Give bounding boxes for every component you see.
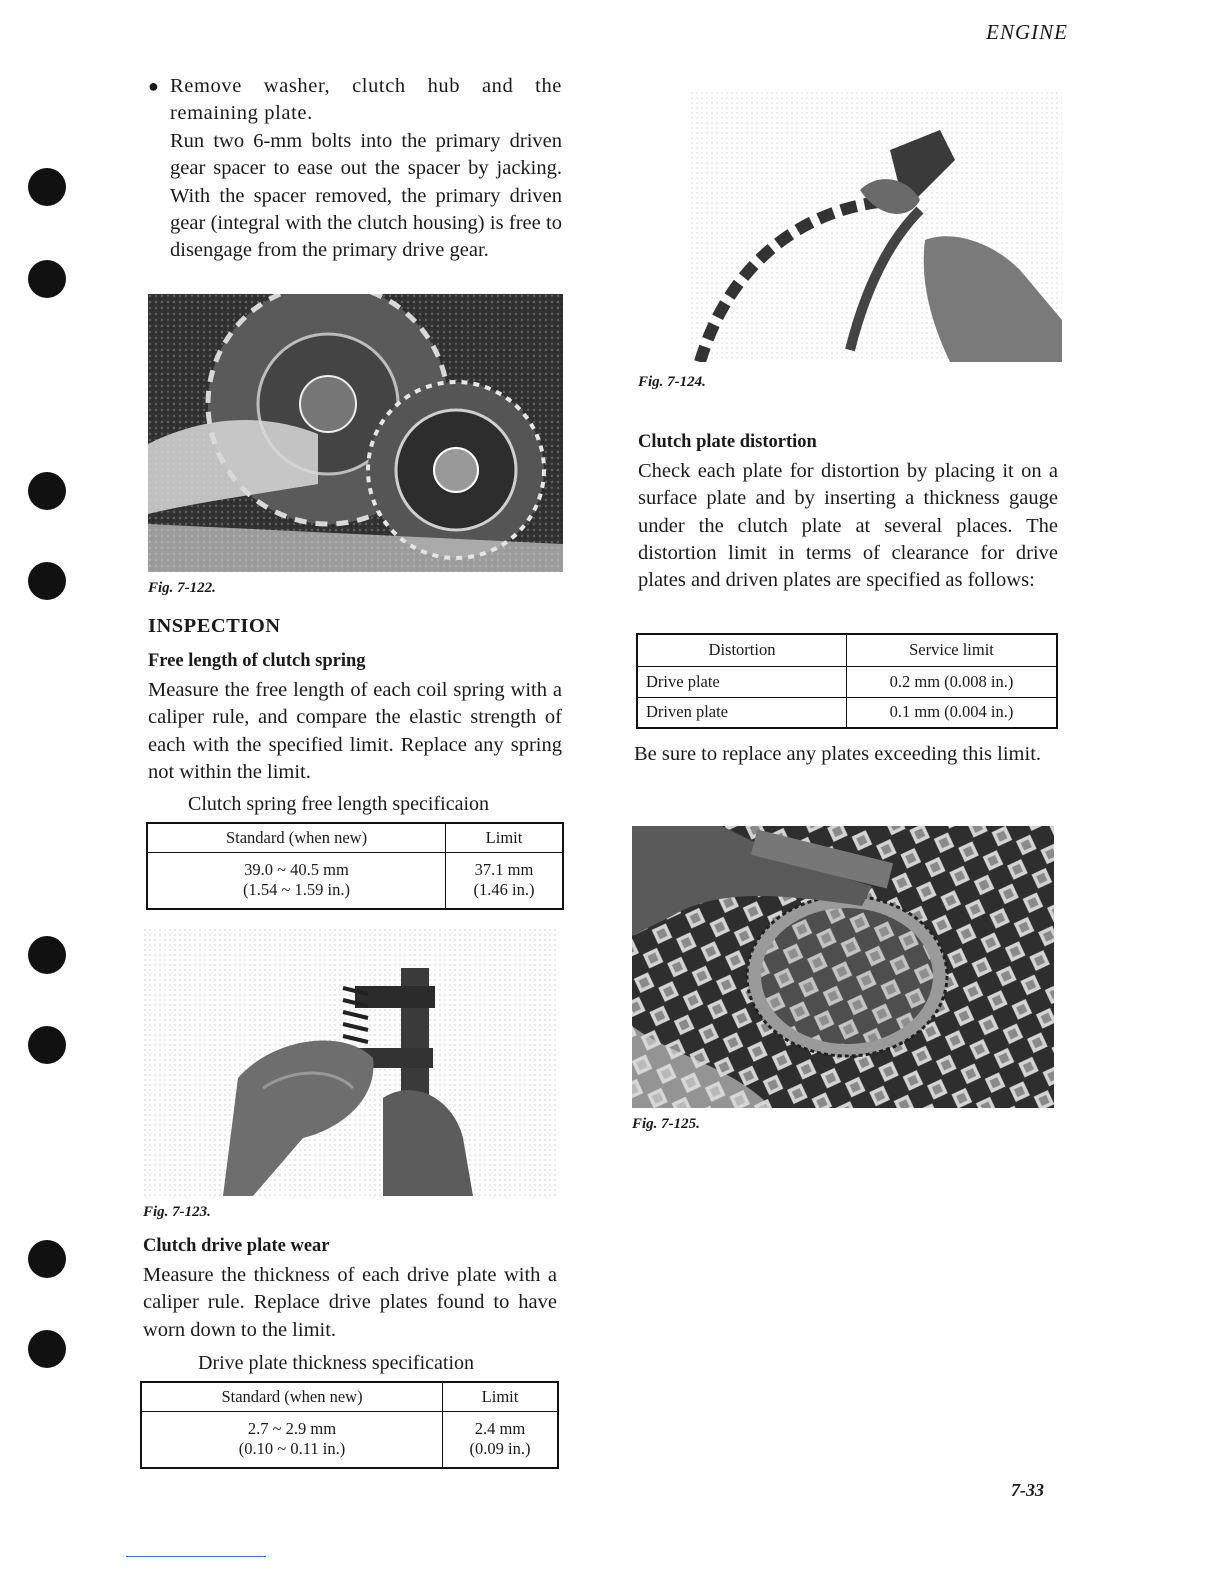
row-drive-plate-name: Drive plate — [637, 666, 847, 697]
distortion-table — [636, 633, 1058, 729]
binder-hole — [28, 260, 66, 298]
figure-caption: Fig. 7-123. — [143, 1204, 211, 1220]
standard-mm: 2.7 ~ 2.9 mm — [247, 1419, 337, 1439]
bottom-rule — [126, 1556, 266, 1557]
distortion-heading: Clutch plate distortion — [638, 432, 817, 452]
bullet-text: Remove washer, clutch hub and the remaining plate. — [170, 75, 562, 125]
binder-hole — [28, 472, 66, 510]
row-driven-plate-name: Driven plate — [637, 697, 847, 728]
table-header-standard: Standard (when new) — [147, 823, 446, 852]
limit-in: (0.09 in.) — [469, 1439, 531, 1459]
table-header-limit: Limit — [446, 823, 564, 852]
limit-in: (1.46 in.) — [473, 880, 535, 900]
spring-spec-table — [146, 822, 564, 910]
binder-hole — [28, 936, 66, 974]
section-header: ENGINE — [986, 20, 1068, 44]
binder-hole — [28, 1240, 66, 1278]
figure-caption: Fig. 7-122. — [148, 580, 216, 596]
bullet-dot: ● — [148, 76, 159, 96]
limit-mm: 37.1 mm — [474, 860, 534, 880]
spring-table-caption: Clutch spring free length specificaion — [188, 793, 490, 815]
bullet-item — [148, 73, 562, 128]
drive-spec-table — [140, 1381, 559, 1469]
table-header-service-limit: Service limit — [847, 634, 1058, 666]
row-driven-plate-limit: 0.1 mm (0.004 in.) — [847, 697, 1058, 728]
table-header-standard: Standard (when new) — [141, 1382, 443, 1411]
standard-in: (1.54 ~ 1.59 in.) — [242, 880, 350, 900]
figure-caption: Fig. 7-124. — [638, 374, 706, 390]
table-cell-limit — [446, 852, 564, 909]
surface-plate-photo — [632, 826, 1054, 1108]
distortion-paragraph: Check each plate for distortion by placing it on a surface plate and by inserting a thickness gauge under the clutch plate at several places. The distortion limit in terms of clearance for drive plates and driven plates are specified as follows: — [638, 460, 1058, 592]
inspection-heading: INSPECTION — [148, 615, 281, 637]
binder-hole — [28, 1026, 66, 1064]
page-number: 7-33 — [1011, 1480, 1044, 1500]
table-cell-standard — [147, 852, 446, 909]
binder-hole — [28, 562, 66, 600]
paragraph-bolts: Run two 6-mm bolts into the primary driven gear spacer to ease out the spacer by jacking. With the spacer removed, the primary driven gear (integral with the clutch housing) is free to disengage from the primary drive gear. — [170, 130, 562, 262]
spring-caliper-photo — [143, 928, 557, 1196]
plate-caliper-photo — [690, 90, 1062, 362]
figure-caption: Fig. 7-125. — [632, 1116, 700, 1132]
drive-table-caption: Drive plate thickness specification — [198, 1352, 475, 1374]
spring-paragraph: Measure the free length of each coil spring with a caliper rule, and compare the elastic strength of each with the specified limit. Replace any spring not within the limit. — [148, 679, 562, 783]
engine-clutch-photo — [148, 294, 563, 572]
table-cell-standard — [141, 1411, 443, 1468]
replace-paragraph: Be sure to replace any plates exceeding this limit. — [634, 743, 1042, 765]
binder-hole — [28, 168, 66, 206]
row-drive-plate-limit: 0.2 mm (0.008 in.) — [847, 666, 1058, 697]
standard-mm: 39.0 ~ 40.5 mm — [244, 860, 349, 880]
standard-in: (0.10 ~ 0.11 in.) — [238, 1439, 346, 1459]
table-header-distortion: Distortion — [637, 634, 847, 666]
spring-heading: Free length of clutch spring — [148, 651, 366, 671]
table-cell-limit — [443, 1411, 559, 1468]
limit-mm: 2.4 mm — [474, 1419, 526, 1439]
drive-heading: Clutch drive plate wear — [143, 1236, 330, 1256]
table-header-limit: Limit — [443, 1382, 559, 1411]
binder-hole — [28, 1330, 66, 1368]
drive-paragraph: Measure the thickness of each drive plate with a caliper rule. Replace drive plates found to have worn down to the limit. — [143, 1264, 557, 1341]
